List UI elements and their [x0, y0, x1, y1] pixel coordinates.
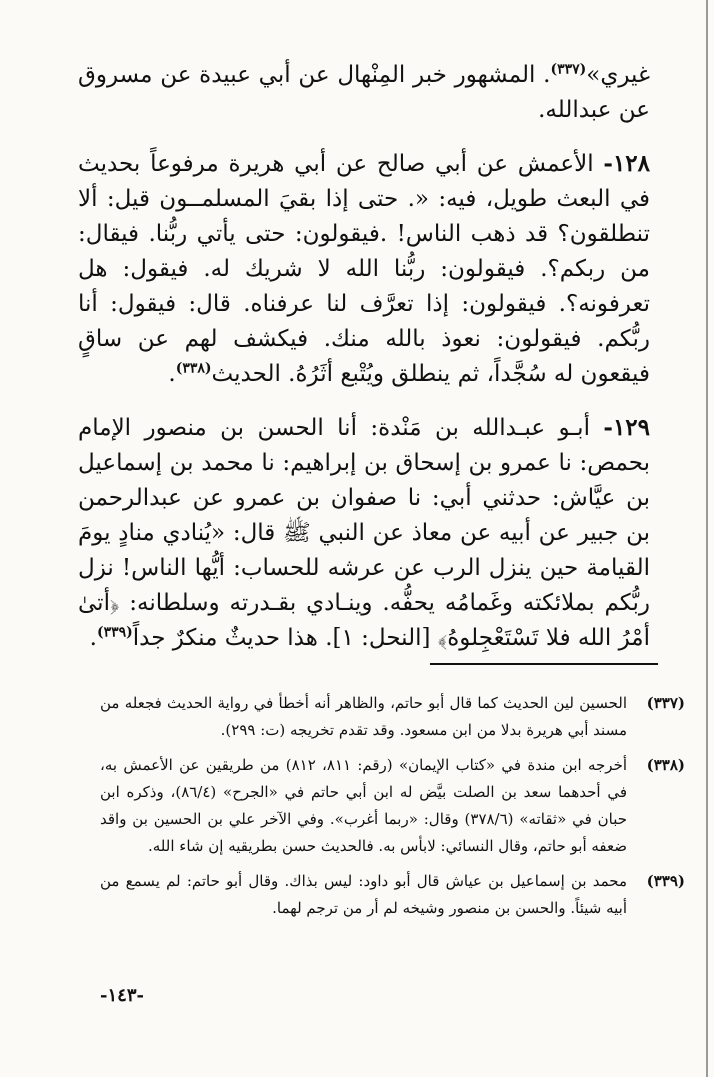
hadith-text: أبـو عبـدالله بن مَنْدة: أنا الحسن بن منصور الإمام بحمص: نا عمرو بن إسحاق بن إبراهيم: نا محمد بن إسماعيل بن عيَّاش: حدثني أبي: نا صفوان بن عمرو عن عبدالرحمن بن جبير عن أبيه عن معاذ عن النبي ﷺ قال: «يُنادي منادٍ يومَ القيامة حين ينزل الرب عن عرشه للحساب: أيُّها الناس! نزل ربُّكم بملائكته وغَمامُه يحفُّه. وينـادي بقـدرته وسلطانه: ﴿أتىٰ أمْرُ الله فلا تَسْتَعْجِلوهُ﴾ [النحل: ١]. هذا حديثٌ منكرٌ جداً [78, 415, 650, 651]
footnote-338 [100, 752, 685, 860]
hadith-number: ١٢٨- [603, 150, 650, 177]
paragraph-continuation [78, 58, 650, 128]
hadith-tail: . [168, 361, 176, 387]
footnote-337 [100, 690, 685, 744]
hadith-number: ١٢٩- [603, 414, 650, 441]
footnote-text: أخرجه ابن مندة في «كتاب الإيمان» (رقم: ٨١١، ٨١٢) من طريقين عن الأعمش به، في أحدهما سعد بن الصلت بيَّض له ابن أبي حاتم في «الجرح» (٨٦/٤)، وذكره ابن حبان في «ثقاته» (٣٧٨/٦) وقال: «ربما أغرب». وفي الآخر علي بن الحسين بن واقد ضعفه أبو حاتم، وقال النسائي: لابأس به. فالحديث حسن بطريقيه إن شاء الله. [100, 756, 628, 855]
footnote-reference[interactable]: (٣٣٨) [175, 360, 212, 377]
hadith-129 [78, 410, 650, 656]
hadith-tail: . [89, 625, 97, 651]
paragraph-text: . المشهور خبر المِنْهال عن أبي عبيدة عن مسروق عن عبدالله. [78, 62, 650, 123]
page-edge [706, 0, 708, 1077]
footnote-reference[interactable]: (٣٣٩) [96, 624, 133, 641]
footnote-number: (٣٣٧) [646, 694, 685, 712]
footnote-divider [430, 663, 658, 665]
footnote-reference[interactable]: (٣٣٧) [550, 61, 587, 78]
footnote-text: محمد بن إسماعيل بن عياش قال أبو داود: ليس بذاك. وقال أبو حاتم: لم يسمع من أبيه شيئاً. والحسن بن منصور وشيخه لم أر من ترجم لهما. [100, 872, 627, 917]
footnote-text: الحسين لين الحديث كما قال أبو حاتم، والظاهر أنه أخطأ في رواية الحديث فجعله من مسند أبي هريرة بدلا من ابن مسعود. وقد تقدم تخريجه (ت: ٢٩٩). [100, 694, 627, 739]
main-text [78, 58, 650, 674]
footnote-number: (٣٣٩) [646, 872, 685, 890]
footnotes [100, 690, 685, 930]
hadith-text: الأعمش عن أبي صالح عن أبي هريرة مرفوعاً بحديث في البعث طويل، فيه: «. حتى إذا بقيَ المسلمــون قيل: ألا تنطلقون؟ قد ذهب الناس! .فيقولون: حتى يأتي ربُّنا. فيقال: من ربكم؟. فيقولون: ربُّنا الله لا شريك له. فيقول: هل تعرفونه؟. فيقولون: إذا تعرَّف لنا عرفناه. قال: فيقول: أنا ربُّكم. فيقولون: نعوذ بالله منك. فيكشف لهم عن ساقٍ فيقعون له سُجَّداً، ثم ينطلق ويُتْبع أثَرُهُ. الحديث [78, 151, 650, 387]
footnote-339 [100, 868, 685, 922]
paragraph-text: غيري» [586, 62, 650, 88]
hadith-128 [78, 146, 650, 392]
footnote-number: (٣٣٨) [646, 756, 685, 774]
page-number: -١٤٣- [100, 985, 144, 1006]
